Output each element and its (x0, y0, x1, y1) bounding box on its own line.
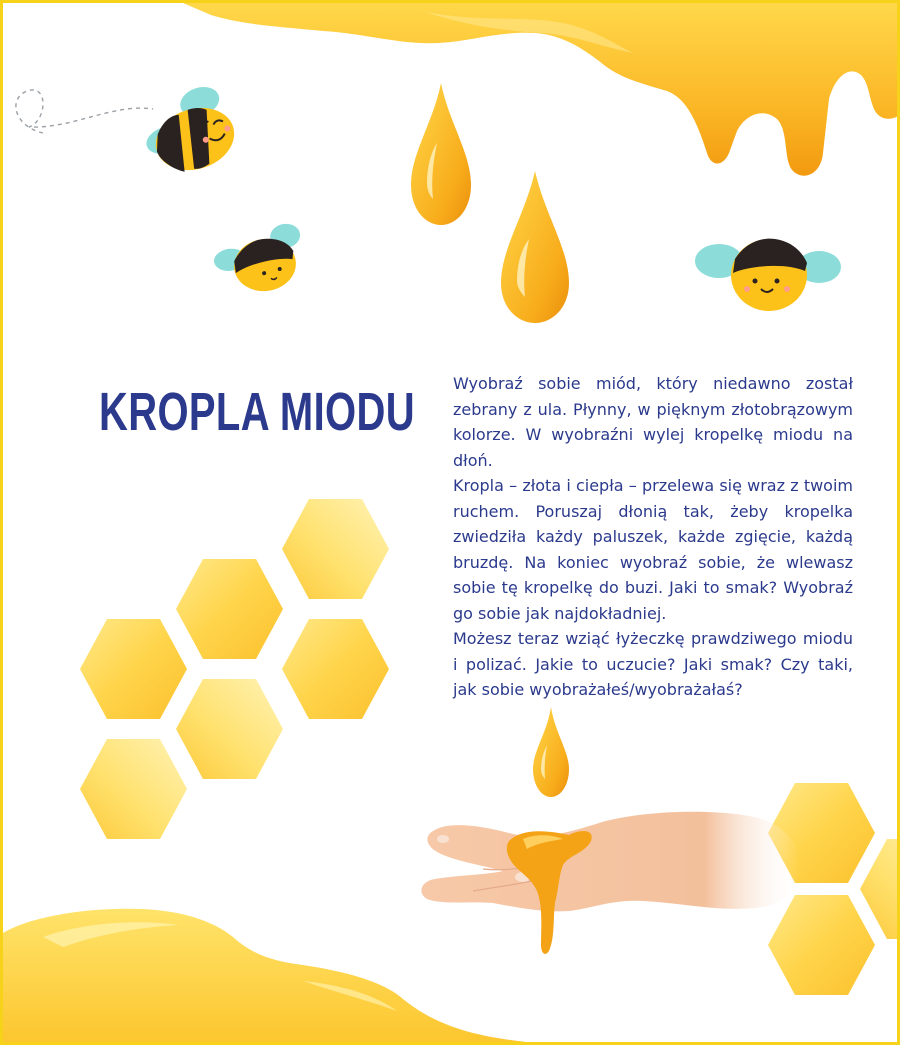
paragraph: Wyobraź sobie miód, który niedawno został zebrany z ula. Płynny, w pięknym złotobrązowym kolorze. W wyobraźni wylej kropelkę miodu na dłoń. (453, 374, 853, 470)
honey-drop-icon (411, 83, 471, 225)
page-title: KROPLA MIODU (99, 382, 415, 442)
hand-icon (421, 812, 799, 954)
bee-icon (210, 222, 307, 298)
honeycomb-icon (80, 499, 389, 839)
paragraph: Kropla – złota i ciepła – przelewa się wraz z twoim ruchem. Poruszaj dłonią tak, żeby kropelka zwiedziła każdy paluszek, każde zgięcie, każdą bruzdę. Na koniec wyobraź sobie, że wlewasz sobie tę kropelkę do buzi. Jaki to smak? Wyobraź go sobie jak najdokładniej. (453, 476, 853, 623)
honey-drop-icon (501, 171, 569, 323)
bee-icon (695, 239, 841, 311)
honey-drip-top (183, 3, 900, 176)
story-text (453, 371, 853, 703)
bee-flight-path (16, 90, 153, 133)
honey-drop-icon (533, 707, 569, 797)
bee-icon (135, 81, 243, 182)
honey-pool-bottom (3, 909, 593, 1045)
paragraph: Możesz teraz wziąć łyżeczkę prawdziwego miodu i polizać. Jakie to uczucie? Jaki smak? Czy taki, jak sobie wyobrażałeś/wyobrażałaś? (453, 629, 853, 699)
